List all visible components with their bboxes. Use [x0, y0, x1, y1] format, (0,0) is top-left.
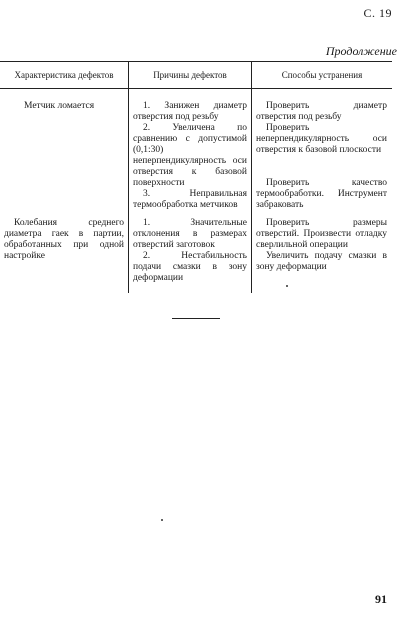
- column-divider-2: [251, 61, 252, 293]
- table-top-rule: [0, 61, 392, 62]
- remedy-item: Проверить размеры отверстий. Произвести отладку сверлильной операции: [256, 218, 387, 250]
- row2-causes: [133, 218, 247, 284]
- remedy-item: Проверить диаметр отверстия под резьбу: [256, 101, 387, 122]
- page-number-top: С. 19: [363, 6, 392, 20]
- defect-text: Метчик ломается: [24, 101, 95, 111]
- remedy-item: Проверить качество термообработки. Инструмент забраковать: [256, 178, 387, 210]
- end-rule: [172, 318, 220, 319]
- defect-text: Колебания среднего диаметра гаек в партии, обработанных при одной настройке: [4, 218, 124, 261]
- remedy-item: Проверить неперпендикулярность оси отверстия к базовой плоскости: [256, 123, 387, 155]
- header-causes: Причины дефектов: [153, 70, 227, 80]
- cause-item: 2. Увеличена по сравнению с допустимой (0,1:30) неперпендикулярность оси отверстия к базовой поверхности: [133, 123, 247, 188]
- row1-causes: [133, 101, 247, 211]
- page-number-bottom: 91: [375, 592, 387, 606]
- table-header-rule: [0, 88, 392, 89]
- row1-defect: [24, 101, 124, 112]
- row2-defect: [4, 218, 124, 262]
- remedy-item: Увеличить подачу смазки в зону деформации: [256, 251, 387, 272]
- header-defect: Характеристика дефектов: [14, 70, 114, 80]
- column-divider-1: [128, 61, 129, 293]
- cause-item: 2. Нестабильность подачи смазки в зону деформации: [133, 251, 247, 283]
- speck: [286, 285, 288, 287]
- cause-item: 1. Занижен диаметр отверстия под резьбу: [133, 101, 247, 122]
- row2-remedies: [256, 218, 387, 273]
- cause-item: 3. Неправильная термообработка метчиков: [133, 189, 247, 210]
- continuation-label: Продолжение: [325, 44, 397, 58]
- cause-item: 1. Значительные отклонения в размерах отверстий заготовок: [133, 218, 247, 250]
- row1-remedies: [256, 101, 387, 211]
- speck: [161, 519, 163, 521]
- header-remedies: Способы устранения: [281, 70, 363, 80]
